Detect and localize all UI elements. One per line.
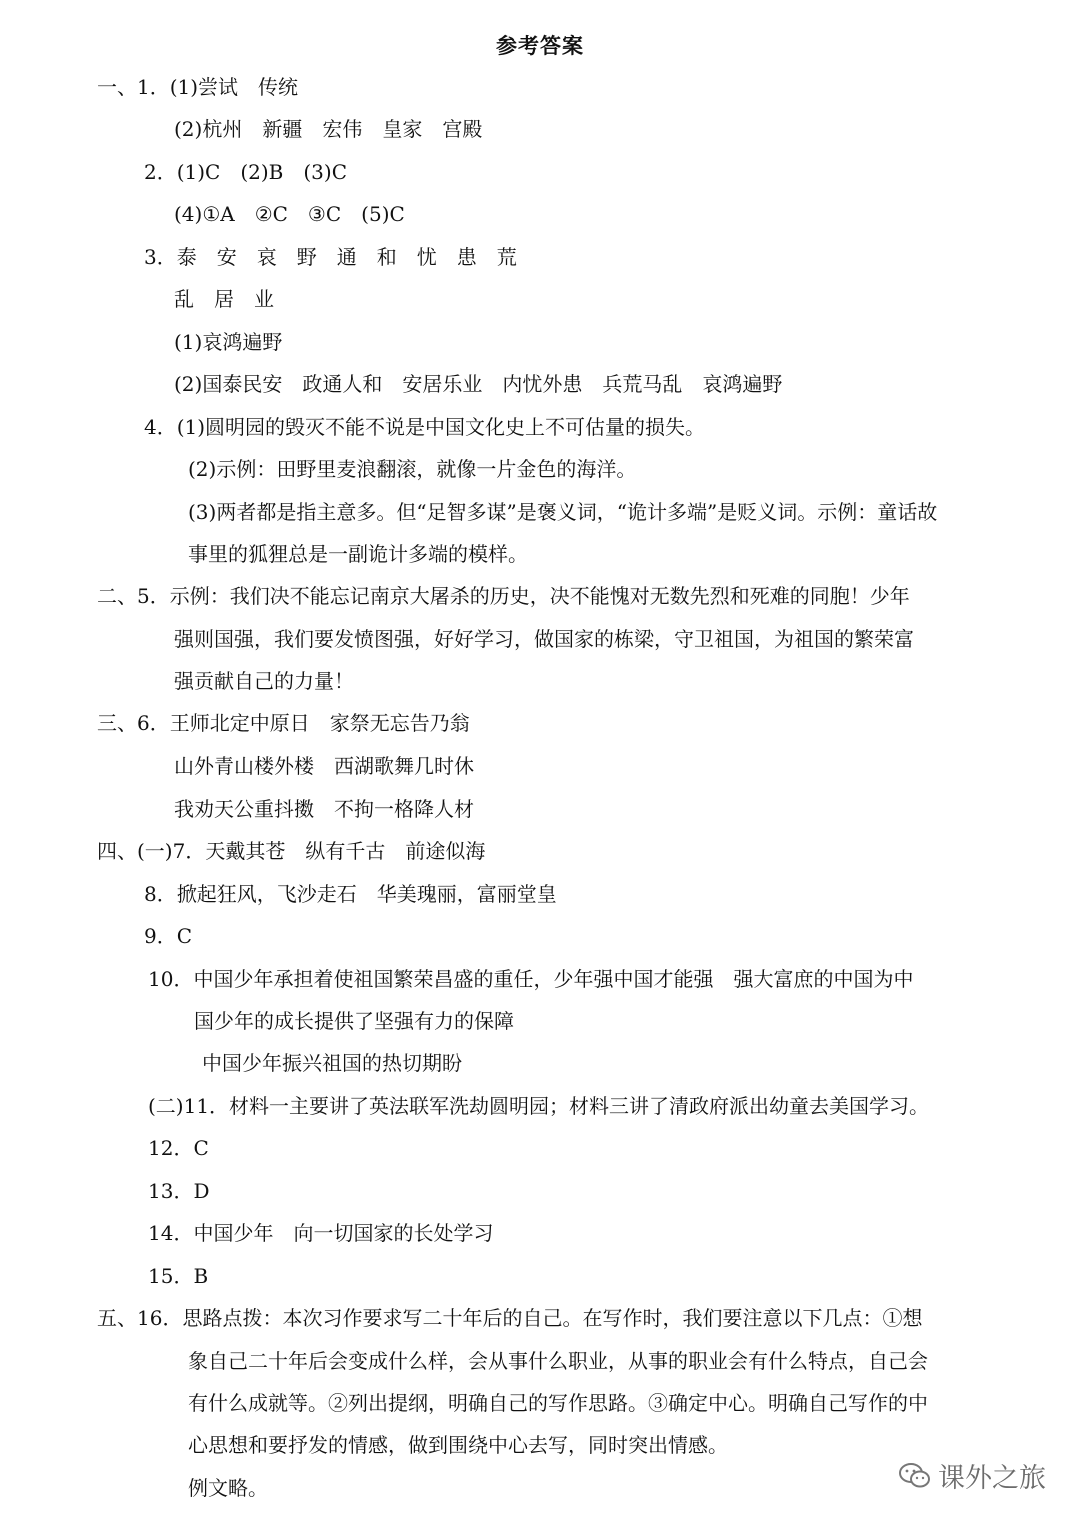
answer-line: 国少年的成长提供了坚强有力的保障 xyxy=(194,1009,514,1033)
answer-line: (2)国泰民安 政通人和 安居乐业 内忧外患 兵荒马乱 哀鸿遍野 xyxy=(174,372,783,396)
answer-line: 13．D xyxy=(148,1179,210,1203)
answer-line: 乱 居 业 xyxy=(174,287,274,311)
answer-line: 五、16．思路点拨：本次习作要求写二十年后的自己。在写作时，我们要注意以下几点：①想 xyxy=(97,1306,923,1330)
answer-line: 事里的狐狸总是一副诡计多端的模样。 xyxy=(188,542,528,566)
answer-line: 中国少年振兴祖国的热切期盼 xyxy=(202,1051,462,1075)
answer-line: 强贡献自己的力量！ xyxy=(174,669,354,693)
answer-line: 强则国强，我们要发愤图强，好好学习，做国家的栋梁，守卫祖国，为祖国的繁荣富 xyxy=(174,627,914,651)
answer-line: 心思想和要抒发的情感，做到围绕中心去写，同时突出情感。 xyxy=(188,1433,728,1457)
answer-line: 一、1．(1)尝试 传统 xyxy=(97,75,299,99)
answer-line: 8．掀起狂风，飞沙走石 华美瑰丽，富丽堂皇 xyxy=(144,882,557,906)
watermark-text: 课外之旅 xyxy=(938,1463,1046,1494)
answer-line: 三、6．王师北定中原日 家祭无忘告乃翁 xyxy=(97,711,470,735)
answer-line: 12．C xyxy=(148,1136,209,1160)
answer-line: (2)示例：田野里麦浪翻滚，就像一片金色的海洋。 xyxy=(188,457,637,481)
answer-line: (3)两者都是指主意多。但“足智多谋”是褒义词，“诡计多端”是贬义词。示例：童话故 xyxy=(188,500,938,524)
answer-line: (1)哀鸿遍野 xyxy=(174,330,283,354)
answer-line: 15．B xyxy=(148,1264,209,1288)
answer-line: (二)11．材料一主要讲了英法联军洗劫圆明园；材料三讲了清政府派出幼童去美国学习。 xyxy=(148,1094,930,1118)
answer-line: 4．(1)圆明园的毁灭不能不说是中国文化史上不可估量的损失。 xyxy=(144,415,706,439)
answer-line: (2)杭州 新疆 宏伟 皇家 宫殿 xyxy=(174,117,483,141)
wechat-icon xyxy=(898,1461,932,1491)
answer-line: 3．泰 安 哀 野 通 和 忧 患 荒 xyxy=(144,245,517,269)
answer-line: 2．(1)C (2)B (3)C xyxy=(144,160,348,184)
answer-line: 14．中国少年 向一切国家的长处学习 xyxy=(148,1221,494,1245)
answer-line: 二、5．示例：我们决不能忘记南京大屠杀的历史，决不能愧对无数先烈和死难的同胞！少年 xyxy=(97,584,910,608)
answer-line: 象自己二十年后会变成什么样，会从事什么职业，从事的职业会有什么特点，自己会 xyxy=(188,1349,928,1373)
page-title: 参考答案 xyxy=(496,34,584,58)
answer-line: 山外青山楼外楼 西湖歌舞几时休 xyxy=(174,754,474,778)
watermark xyxy=(898,1456,1046,1495)
answer-line: 9．C xyxy=(144,924,193,948)
answer-line: 四、(一)7．天戴其苍 纵有千古 前途似海 xyxy=(97,839,486,863)
answer-line: 10．中国少年承担着使祖国繁荣昌盛的重任，少年强中国才能强 强大富庶的中国为中 xyxy=(148,967,914,991)
answer-line: 例文略。 xyxy=(188,1476,268,1500)
answer-line: (4)①A ②C ③C (5)C xyxy=(174,202,405,226)
answer-line: 有什么成就等。②列出提纲，明确自己的写作思路。③确定中心。明确自己写作的中 xyxy=(188,1391,928,1415)
answer-line: 我劝天公重抖擞 不拘一格降人材 xyxy=(174,797,474,821)
